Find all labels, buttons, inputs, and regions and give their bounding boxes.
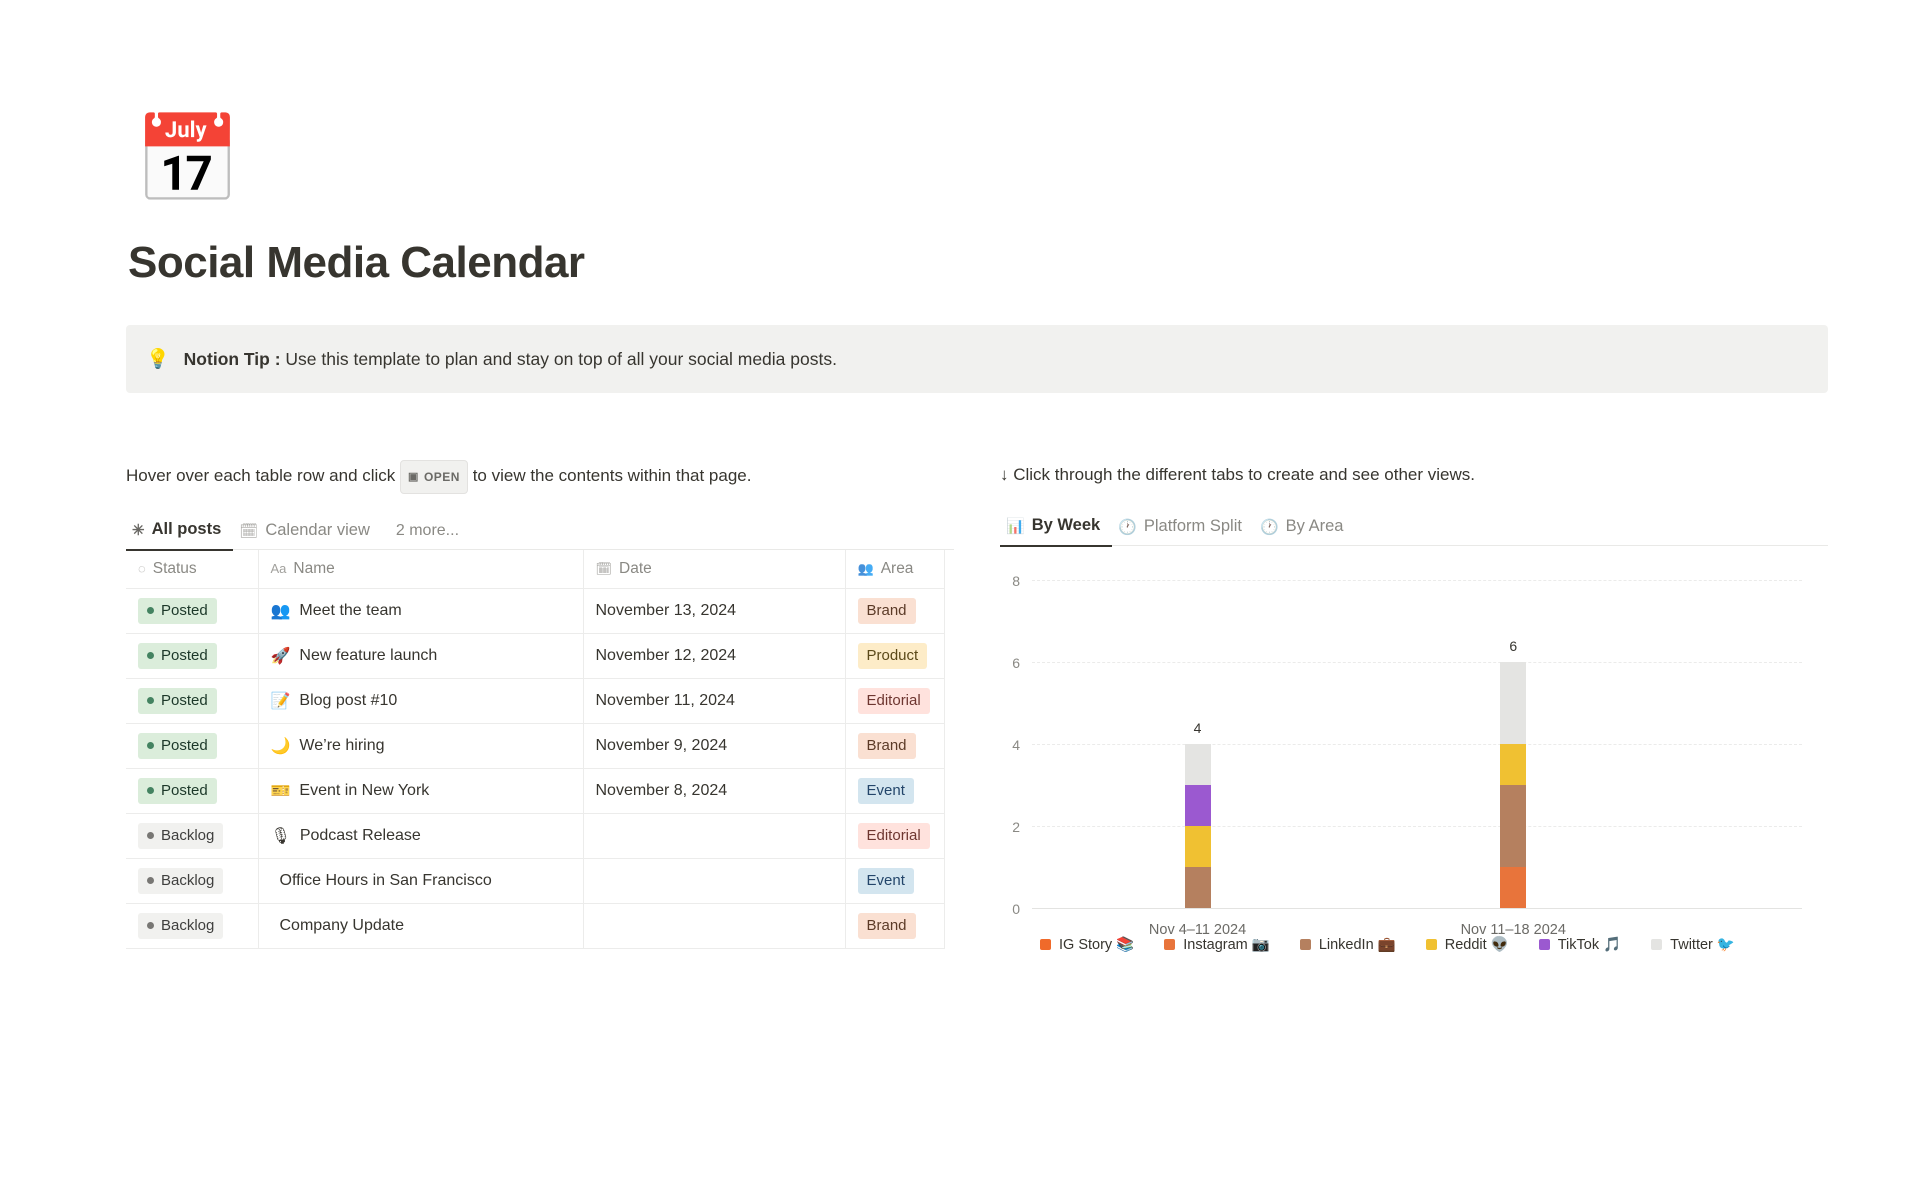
chart-bar-segment[interactable] xyxy=(1185,867,1211,908)
cell-name[interactable] xyxy=(258,768,583,813)
cell-area[interactable] xyxy=(845,678,944,723)
page-emoji-icon: 📅 xyxy=(134,112,242,208)
column-header-name-label: Name xyxy=(293,559,335,577)
row-emoji-icon: 🚀 xyxy=(270,647,291,665)
table-row[interactable] xyxy=(126,768,944,813)
status-dot-icon xyxy=(147,607,154,614)
column-header-area[interactable] xyxy=(845,550,944,588)
lightbulb-icon: 💡 xyxy=(146,348,170,370)
gridline xyxy=(1012,655,1802,671)
cell-area[interactable] xyxy=(845,768,944,813)
table-hint-after: to view the contents within that page. xyxy=(472,466,752,485)
chart-plot-area xyxy=(1012,573,1802,938)
chart-bar-segment[interactable] xyxy=(1500,662,1526,744)
y-axis-tick-label: 2 xyxy=(1012,819,1020,835)
y-axis-tick-label: 8 xyxy=(1012,573,1020,589)
cell-area[interactable] xyxy=(845,858,944,903)
status-badge: Backlog xyxy=(138,868,223,894)
legend-label: Twitter 🐦 xyxy=(1670,937,1735,953)
chart-bar[interactable] xyxy=(1500,662,1526,908)
calendar-icon: 🗓 xyxy=(239,522,259,540)
clock-icon: 🕐 xyxy=(1259,518,1279,536)
callout-body: Use this template to plan and stay on top of all your social media posts. xyxy=(280,348,837,369)
calendar-icon: 🗓 xyxy=(595,560,613,576)
legend-label: Reddit 👽 xyxy=(1444,937,1509,953)
table-row[interactable] xyxy=(126,633,944,678)
row-name-label: Company Update xyxy=(279,916,405,934)
legend-swatch xyxy=(1651,939,1662,950)
chart-hint: ↓ Click through the different tabs to create and see other views. xyxy=(1000,465,1476,484)
column-header-name[interactable] xyxy=(258,550,583,588)
legend-item[interactable] xyxy=(1539,936,1621,953)
chart-bar-segment[interactable] xyxy=(1500,744,1526,785)
status-dot-icon xyxy=(147,877,154,884)
cell-name[interactable] xyxy=(258,678,583,723)
status-dot-icon xyxy=(147,742,154,749)
status-badge: Posted xyxy=(138,688,217,714)
chart-bar-segment[interactable] xyxy=(1185,785,1211,826)
x-axis-tick-label: Nov 4–11 2024 xyxy=(1148,922,1247,938)
cell-status[interactable] xyxy=(126,858,258,903)
column-header-status[interactable] xyxy=(126,550,258,588)
chart-bar-segment[interactable] xyxy=(1500,785,1526,867)
cell-date[interactable]: November 11, 2024 xyxy=(583,678,845,723)
y-axis-tick-label: 6 xyxy=(1012,655,1020,671)
status-icon: ◌ xyxy=(138,560,146,576)
legend-item[interactable] xyxy=(1426,936,1509,953)
tab-platform-split[interactable] xyxy=(1112,517,1254,546)
bar-total-label: 6 xyxy=(1509,638,1518,654)
legend-label: LinkedIn 💼 xyxy=(1318,937,1396,953)
y-axis-tick-label: 0 xyxy=(1012,901,1020,917)
gridline xyxy=(1012,737,1802,753)
cell-date[interactable]: November 8, 2024 xyxy=(583,768,845,813)
tab-all-posts[interactable] xyxy=(126,520,233,551)
row-emoji-icon: 🎙 xyxy=(270,827,291,845)
more-views-button[interactable]: 2 more... xyxy=(395,521,460,539)
status-dot-icon xyxy=(147,697,154,704)
table-row[interactable] xyxy=(126,903,944,948)
cell-status[interactable] xyxy=(126,768,258,813)
column-header-date-label: Date xyxy=(619,559,652,577)
chart-bar-segment[interactable] xyxy=(1500,867,1526,908)
area-tag: Brand xyxy=(858,733,916,759)
cell-date[interactable]: November 9, 2024 xyxy=(583,723,845,768)
tab-by-week-label: By Week xyxy=(1031,516,1101,534)
gridline xyxy=(1012,573,1802,589)
tab-calendar-view-label: Calendar view xyxy=(265,521,370,539)
row-name-label: Blog post #10 xyxy=(299,691,398,709)
cell-date[interactable] xyxy=(583,858,845,903)
legend-label: IG Story 📚 xyxy=(1059,937,1135,953)
table-header-row xyxy=(126,550,944,588)
legend-swatch xyxy=(1539,939,1550,950)
asterisk-icon: ✳ xyxy=(132,521,145,539)
bar-total-label: 4 xyxy=(1193,720,1202,736)
cell-area[interactable] xyxy=(845,813,944,858)
page-icon: ▣ xyxy=(408,471,419,483)
cell-status[interactable] xyxy=(126,588,258,633)
cell-name[interactable] xyxy=(258,858,583,903)
legend-swatch xyxy=(1040,939,1051,950)
cell-status[interactable] xyxy=(126,678,258,723)
left-column xyxy=(126,460,954,949)
right-column xyxy=(1000,460,1828,968)
cell-status[interactable] xyxy=(126,723,258,768)
legend-swatch xyxy=(1300,939,1311,950)
legend-label: TikTok 🎵 xyxy=(1557,937,1622,953)
cell-date[interactable]: November 13, 2024 xyxy=(583,588,845,633)
row-emoji-icon: 🌙 xyxy=(270,737,291,755)
area-tag: Event xyxy=(858,868,914,894)
tab-by-area[interactable] xyxy=(1254,517,1355,546)
tab-calendar-view[interactable] xyxy=(233,521,382,550)
callout-label: Notion Tip : xyxy=(183,348,281,369)
text-icon: Aa xyxy=(270,560,287,576)
status-badge: Backlog xyxy=(138,913,223,939)
column-header-area-label: Area xyxy=(880,559,914,577)
status-badge: Posted xyxy=(138,733,217,759)
status-badge: Backlog xyxy=(138,823,223,849)
column-header-date[interactable] xyxy=(583,550,845,588)
cell-date[interactable]: November 12, 2024 xyxy=(583,633,845,678)
legend-item[interactable] xyxy=(1651,936,1735,953)
chart-view-tabs xyxy=(1000,506,1828,546)
cell-name[interactable] xyxy=(258,903,583,948)
legend-swatch xyxy=(1426,939,1437,950)
cell-area[interactable] xyxy=(845,903,944,948)
table-row[interactable] xyxy=(126,723,944,768)
table-row[interactable] xyxy=(126,588,944,633)
area-tag: Editorial xyxy=(858,823,930,849)
cell-area[interactable] xyxy=(845,588,944,633)
chart-bar-segment[interactable] xyxy=(1185,826,1211,867)
area-tag: Event xyxy=(858,778,914,804)
cell-status[interactable] xyxy=(126,903,258,948)
gridline xyxy=(1012,901,1802,917)
row-emoji-icon: 🎫 xyxy=(270,782,291,800)
row-emoji-icon: 📝 xyxy=(270,692,291,710)
tab-platform-split-label: Platform Split xyxy=(1143,517,1242,535)
open-chip[interactable] xyxy=(400,460,468,494)
status-dot-icon xyxy=(147,787,154,794)
table-hint-before: Hover over each table row and click xyxy=(126,466,396,485)
legend-item[interactable] xyxy=(1164,936,1270,953)
chart-legend xyxy=(1040,936,1820,953)
clock-icon: 🕐 xyxy=(1118,518,1137,536)
table-row[interactable] xyxy=(126,813,944,858)
status-badge: Posted xyxy=(138,598,217,624)
cell-status[interactable] xyxy=(126,813,258,858)
tab-by-week[interactable] xyxy=(1000,516,1112,547)
row-name-label: Event in New York xyxy=(299,781,430,799)
chart-bar[interactable] xyxy=(1185,744,1211,908)
cell-date[interactable] xyxy=(583,903,845,948)
by-week-chart xyxy=(1000,568,1818,968)
cell-area[interactable] xyxy=(845,723,944,768)
cell-name[interactable] xyxy=(258,723,583,768)
gridline xyxy=(1012,819,1802,835)
page-title: Social Media Calendar xyxy=(128,238,585,287)
area-tag: Product xyxy=(858,643,928,669)
table-row[interactable] xyxy=(126,678,944,723)
status-badge: Posted xyxy=(138,643,217,669)
cell-status[interactable] xyxy=(126,633,258,678)
legend-item[interactable] xyxy=(1300,936,1396,953)
open-chip-label: OPEN xyxy=(423,470,460,484)
area-tag: Brand xyxy=(858,598,916,624)
x-axis-tick-label: Nov 11–18 2024 xyxy=(1460,922,1566,938)
y-axis-tick-label: 4 xyxy=(1012,737,1020,753)
cell-area[interactable] xyxy=(845,633,944,678)
legend-label: Instagram 📷 xyxy=(1183,937,1270,953)
cell-name[interactable] xyxy=(258,633,583,678)
people-icon: 👥 xyxy=(857,560,874,576)
table-hint xyxy=(126,460,954,494)
cell-name[interactable] xyxy=(258,813,583,858)
database-view-tabs xyxy=(126,510,954,550)
callout-text xyxy=(184,349,837,370)
bar-chart-icon: 📊 xyxy=(1006,517,1025,535)
notion-tip-callout xyxy=(126,325,1828,393)
area-tag: Editorial xyxy=(858,688,930,714)
posts-table xyxy=(126,550,945,949)
row-name-label: We’re hiring xyxy=(299,736,385,754)
legend-swatch xyxy=(1164,939,1175,950)
row-emoji-icon: 👥 xyxy=(270,602,291,620)
row-name-label: Podcast Release xyxy=(299,826,421,844)
column-header-status-label: Status xyxy=(152,559,197,577)
table-row[interactable] xyxy=(126,858,944,903)
tab-by-area-label: By Area xyxy=(1285,517,1344,535)
status-dot-icon xyxy=(147,922,154,929)
chart-bar-segment[interactable] xyxy=(1185,744,1211,785)
row-name-label: Office Hours in San Francisco xyxy=(279,871,492,889)
row-name-label: New feature launch xyxy=(299,646,438,664)
cell-name[interactable] xyxy=(258,588,583,633)
status-badge: Posted xyxy=(138,778,217,804)
row-name-label: Meet the team xyxy=(299,601,402,619)
tab-all-posts-label: All posts xyxy=(151,520,222,538)
cell-date[interactable] xyxy=(583,813,845,858)
status-dot-icon xyxy=(147,832,154,839)
legend-item[interactable] xyxy=(1040,936,1134,953)
area-tag: Brand xyxy=(858,913,916,939)
status-dot-icon xyxy=(147,652,154,659)
